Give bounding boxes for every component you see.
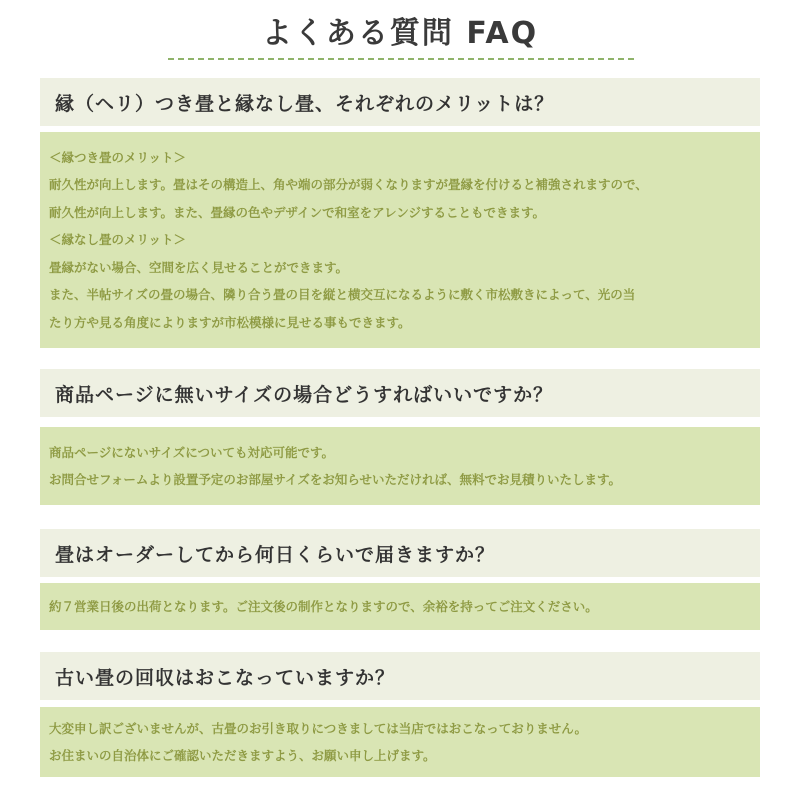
faq-answer-4-line: 大変申し訳ございませんが、古畳のお引き取りにつきましては当店ではおこなっておりません。 — [49, 720, 588, 736]
faq-question-3 — [40, 529, 760, 577]
faq-answer-3 — [40, 583, 760, 630]
faq-answer-1-line: ＜縁つき畳のメリット＞ — [49, 149, 187, 165]
faq-answer-1 — [40, 132, 760, 348]
faq-question-4 — [40, 652, 760, 700]
faq-question-1 — [40, 78, 760, 126]
page-title: よくある質問 FAQ — [261, 16, 539, 51]
faq-answer-1-line: また、半帖サイズの畳の場合、隣り合う畳の目を縦と横交互になるように敷く市松敷きによって、光の当 — [49, 287, 636, 303]
faq-question-2-text: 商品ページに無いサイズの場合どうすればいいですか？ — [55, 383, 554, 406]
faq-question-1-text: 縁（ヘリ）つき畳と縁なし畳、それぞれのメリットは？ — [55, 92, 555, 115]
faq-answer-3-line: 約７営業日後の出荷となります。ご注文後の制作となりますので、余裕を持ってご注文ください。 — [49, 598, 598, 614]
faq-answer-1-line: 耐久性が向上します。畳はその構造上、角や端の部分が弱くなりますが畳縁を付けると補強されますので、 — [49, 177, 648, 193]
faq-question-2 — [40, 369, 760, 417]
faq-answer-1-line: 耐久性が向上します。また、畳縁の色やデザインで和室をアレンジすることもできます。 — [49, 204, 546, 220]
faq-answer-1-line: 畳縁がない場合、空間を広く見せることができます。 — [49, 259, 349, 275]
faq-question-4-text: 古い畳の回収はおこなっていますか？ — [55, 666, 396, 689]
faq-answer-2-line: 商品ページにないサイズについても対応可能です。 — [49, 444, 335, 460]
title-dashed-divider — [168, 58, 634, 60]
faq-answer-4-line: お住まいの自治体にご確認いただきますよう、お願い申し上げます。 — [49, 748, 436, 763]
faq-answer-1-line: ＜縁なし畳のメリット＞ — [49, 232, 187, 248]
faq-answer-2-line: お問合せフォームより設置予定のお部屋サイズをお知らせいただければ、無料でお見積りいたします。 — [49, 472, 622, 487]
faq-answer-2 — [40, 427, 760, 505]
faq-answer-4 — [40, 707, 760, 777]
faq-question-3-text: 畳はオーダーしてから何日くらいで届きますか？ — [55, 543, 496, 566]
faq-answer-1-line: たり方や見る角度によりますが市松模様に見せる事もできます。 — [49, 314, 411, 330]
